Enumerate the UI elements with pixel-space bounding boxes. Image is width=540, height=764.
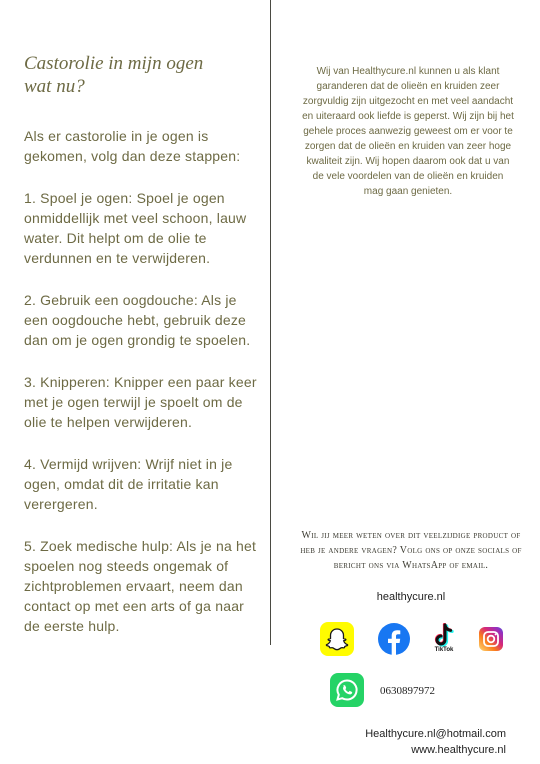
step-3: 3. Knipperen: Knipper een paar keer met je ogen terwijl je spoelt om de olie te helpen verwijderen.	[24, 374, 257, 430]
website-link[interactable]: www.healthycure.nl	[411, 744, 506, 756]
guarantee-text: Wij van Healthycure.nl kunnen u als klant garanderen dat de olieën en kruiden zeer zorgvuldig zijn uitgezocht en met veel aandacht en uiteraard ook liefde is geperst. Wij zijn bij het gehele proces aanwezig geweest om er voor te zorgen dat de olieën en kruiden van zeer hoge kwaliteit zijn. Wij hopen daarom ook dat u van de vele voordelen van de olieën en kruiden mag gaan genieten.	[302, 66, 514, 197]
contact-info	[365, 726, 506, 758]
tiktok-label: TikTok	[434, 647, 454, 653]
left-column	[24, 52, 260, 658]
step-4: 4. Vermijd wrijven: Wrijf niet in je ogen, omdat dit de irritatie kan verergeren.	[24, 456, 233, 512]
intro-text: Als er castorolie in je ogen is gekomen, volg dan deze stappen:	[24, 128, 241, 164]
whatsapp-icon[interactable]	[330, 673, 364, 707]
instagram-icon[interactable]	[479, 627, 503, 651]
step-1: 1. Spoel je ogen: Spoel je ogen onmiddellijk met veel schoon, lauw water. Dit helpt om de olie te verdunnen en te verwijderen.	[24, 190, 247, 266]
step-2: 2. Gebruik een oogdouche: Als je een oogdouche hebt, gebruik deze dan om je ogen grondig te spoelen.	[24, 292, 251, 348]
email-link[interactable]: Healthycure.nl@hotmail.com	[365, 728, 506, 740]
phone-number[interactable]: 0630897972	[380, 685, 435, 697]
snapchat-icon[interactable]	[320, 622, 354, 656]
column-divider	[270, 0, 271, 645]
page-title: Castorolie in mijn ogen wat nu?	[24, 53, 204, 97]
step-5: 5. Zoek medische hulp: Als je na het spoelen nog steeds ongemak of zichtproblemen ervaart, neem dan contact op met een arts of ga naar de eerste hulp.	[24, 538, 257, 634]
social-handle[interactable]: healthycure.nl	[376, 591, 446, 603]
contact-cta: Wil jij meer weten over dit veelzijdige product of heb je andere vragen? Volg ons op onze socials of bericht ons via WhatsApp of email.	[300, 530, 522, 571]
facebook-icon[interactable]	[378, 623, 410, 655]
